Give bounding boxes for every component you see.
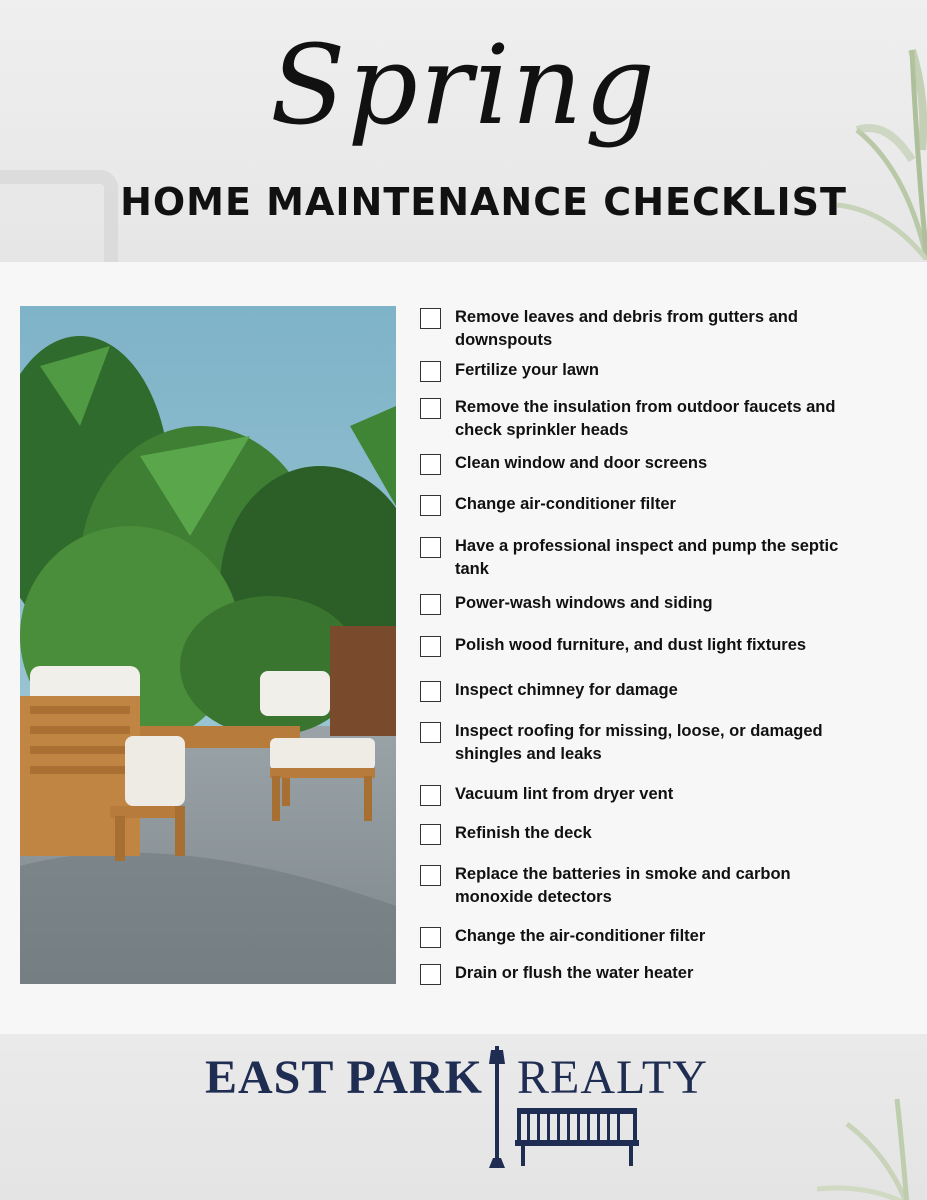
checklist-item-label: Change air-conditioner filter [455,495,676,513]
checklist-item[interactable] [420,679,870,702]
checklist-item-label: Vacuum lint from dryer vent [455,785,674,803]
checklist-item[interactable] [420,962,870,985]
checklist-item-label: Change the air-conditioner filter [455,927,706,945]
checklist-item[interactable] [420,720,870,766]
patio-photo [20,306,396,984]
checklist-item-label: Power-wash windows and siding [455,594,713,612]
checklist-item-label: Inspect roofing for missing, loose, or damaged shingles and leaks [455,722,823,763]
checklist-item-label: Refinish the deck [455,824,592,842]
checkbox[interactable] [420,594,441,615]
plant-leaves-icon [807,1094,917,1200]
checklist-item-label: Fertilize your lawn [455,361,599,379]
checkbox[interactable] [420,722,441,743]
checklist-item-label: Inspect chimney for damage [455,681,678,699]
checkbox[interactable] [420,495,441,516]
checklist-item[interactable] [420,359,870,382]
checklist-item-label: Remove leaves and debris from gutters and downspouts [455,308,798,349]
checkbox[interactable] [420,361,441,382]
script-title: Spring [270,21,657,149]
checkbox[interactable] [420,824,441,845]
logo-text-east-park: EAST PARK [205,1051,483,1104]
header-banner [0,0,927,262]
checklist-item[interactable] [420,863,870,909]
page-title: HOME MAINTENANCE CHECKLIST [120,180,847,224]
checklist-item[interactable] [420,452,870,475]
checklist-item-label: Replace the batteries in smoke and carbon monoxide detectors [455,865,791,906]
checklist-item[interactable] [420,535,870,581]
checkbox[interactable] [420,927,441,948]
checklist-item-label: Polish wood furniture, and dust light fixtures [455,636,807,654]
checkbox[interactable] [420,865,441,886]
checkbox[interactable] [420,681,441,702]
checkbox[interactable] [420,785,441,806]
logo-text-realty: REALTY [517,1051,708,1104]
checkbox[interactable] [420,537,441,558]
checkbox[interactable] [420,454,441,475]
checklist-item-label: Remove the insulation from outdoor faucets and check sprinkler heads [455,398,836,439]
checkbox[interactable] [420,636,441,657]
checklist-item[interactable] [420,493,870,516]
checkbox[interactable] [420,398,441,419]
checklist-item[interactable] [420,783,870,806]
checklist-item[interactable] [420,592,870,615]
checklist-item[interactable] [420,925,870,948]
checklist-item-label: Clean window and door screens [455,454,708,472]
checklist-item[interactable] [420,822,870,845]
checklist-item[interactable] [420,396,870,442]
checklist-item[interactable] [420,634,870,657]
checkbox[interactable] [420,964,441,985]
checklist-item-label: Have a professional inspect and pump the septic tank [455,537,839,578]
checklist-item[interactable] [420,306,870,352]
checkbox[interactable] [420,308,441,329]
lamppost-icon [484,1046,510,1168]
checklist-item-label: Drain or flush the water heater [455,964,694,982]
park-bench-icon [515,1106,639,1166]
